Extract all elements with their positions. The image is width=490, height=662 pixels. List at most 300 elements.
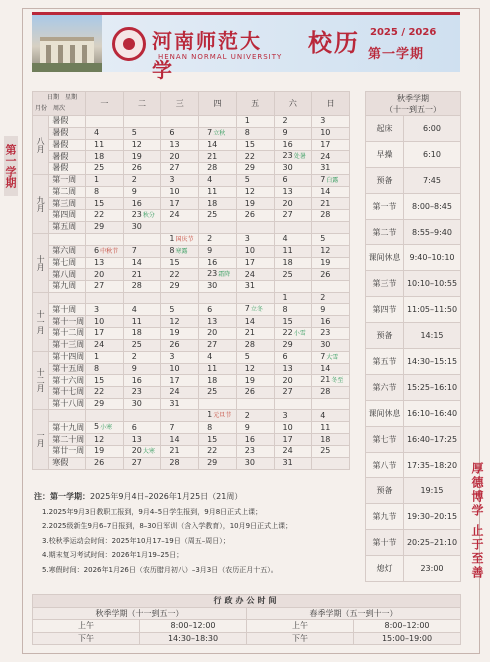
day-cell	[236, 151, 274, 163]
day-number: 18	[131, 328, 142, 338]
day-cell	[85, 221, 123, 233]
day-number: 2	[320, 293, 326, 303]
day-number: 8	[244, 128, 250, 138]
schedule-time: 15:25–16:10	[404, 374, 461, 400]
day-cell	[161, 410, 199, 422]
day-cell	[161, 304, 199, 316]
day-number: 29	[244, 163, 255, 173]
day-cell	[236, 387, 274, 399]
day-number: 11	[282, 246, 293, 256]
day-cell	[85, 174, 123, 186]
day-cell	[123, 387, 161, 399]
day-cell	[161, 163, 199, 175]
day-cell	[236, 281, 274, 293]
day-number: 18	[93, 151, 105, 161]
week-label: 第四周	[49, 209, 86, 221]
week-row	[33, 209, 350, 221]
week-label: 第十五周	[49, 363, 86, 375]
day-cell	[312, 139, 350, 151]
day-number: 16	[282, 139, 293, 149]
day-number: 18	[207, 198, 218, 208]
day-cell	[161, 281, 199, 293]
week-label	[49, 292, 86, 304]
week-row	[33, 434, 350, 446]
day-cell	[199, 281, 237, 293]
day-cell	[236, 422, 274, 434]
university-name-en: HENAN NORMAL UNIVERSITY	[158, 53, 283, 61]
day-cell	[85, 316, 123, 328]
notes-heading-text: 2025年9月4日–2026年1月25日（21周）	[90, 492, 243, 501]
schedule-time: 10:10–10:55	[404, 271, 461, 297]
festival-label: 白露	[326, 176, 339, 184]
office-time: 15:00–19:00	[354, 632, 461, 645]
note-item: 4.期末复习考试时间：2026年1月19–25日；	[42, 551, 184, 559]
day-number: 1	[93, 175, 100, 185]
page-title: 校历	[308, 29, 360, 57]
day-number: 17	[169, 198, 180, 208]
day-cell	[312, 316, 350, 328]
day-number: 1	[169, 233, 175, 243]
autumn-term-label: 秋季学期（十一到五一）	[33, 607, 247, 620]
day-cell	[199, 139, 237, 151]
header-month-week: 月份 周次	[35, 105, 66, 112]
day-cell	[123, 351, 161, 363]
day-number: 27	[93, 281, 105, 291]
day-cell	[85, 387, 123, 399]
schedule-time: 20:25–21:10	[404, 530, 461, 556]
week-row	[33, 233, 350, 245]
day-cell	[274, 327, 312, 339]
office-time: 8:00–12:00	[354, 620, 461, 633]
day-cell	[123, 221, 161, 233]
festival-label: 国庆节	[175, 235, 194, 243]
day-number: 2	[131, 175, 137, 185]
day-cell	[236, 434, 274, 446]
day-cell	[123, 257, 161, 269]
day-number: 23	[244, 446, 255, 456]
day-number: 11	[207, 363, 218, 373]
schedule-time: 23:00	[404, 556, 461, 582]
day-cell	[312, 422, 350, 434]
day-cell	[161, 363, 199, 375]
schedule-time: 8:00–8:45	[404, 193, 461, 219]
day-cell	[161, 269, 199, 281]
day-number: 3	[244, 234, 250, 244]
day-number: 31	[244, 281, 255, 291]
week-label: 暑假	[49, 151, 86, 163]
spring-term-label: 春季学期（五一到十一）	[247, 607, 461, 620]
day-cell	[274, 445, 312, 457]
office-period: 下午	[247, 632, 354, 645]
day-number: 24	[93, 340, 105, 350]
day-cell	[274, 139, 312, 151]
day-cell	[123, 281, 161, 293]
day-number: 22	[93, 387, 105, 397]
day-number: 30	[207, 281, 218, 291]
day-number: 25	[207, 387, 218, 397]
office-time: 14:30–18:30	[140, 632, 247, 645]
week-row	[33, 398, 350, 410]
academic-year: 2025 / 2026	[370, 27, 437, 38]
day-number: 18	[282, 257, 293, 267]
note-item: 2.2025级新生9月6–7日报到，8–30日军训（含入学教育），10月9日正式上课；	[42, 522, 293, 530]
day-number: 20	[93, 269, 105, 279]
schedule-period: 课间休息	[366, 245, 404, 271]
schedule-row	[366, 374, 461, 400]
day-cell	[123, 339, 161, 351]
week-label: 第十周	[49, 304, 86, 316]
schedule-time: 9:40–10:10	[404, 245, 461, 271]
day-number: 23	[320, 328, 331, 338]
day-number: 31	[320, 163, 331, 173]
day-cell	[236, 198, 274, 210]
day-cell	[274, 245, 312, 257]
day-cell	[161, 198, 199, 210]
day-cell	[274, 233, 312, 245]
week-label: 第九周	[49, 281, 86, 293]
day-number: 14	[320, 187, 331, 197]
week-row	[33, 198, 350, 210]
day-number: 10	[244, 246, 255, 256]
day-cell	[312, 257, 350, 269]
schedule-period: 熄灯	[366, 556, 404, 582]
day-number: 16	[131, 198, 142, 208]
day-cell	[123, 198, 161, 210]
schedule-row	[366, 116, 461, 142]
day-number: 18	[207, 375, 218, 385]
day-number: 19	[320, 257, 331, 267]
day-cell	[199, 292, 237, 304]
weekday-header: 四	[199, 92, 237, 116]
week-label: 暑假	[49, 127, 86, 139]
day-cell	[274, 174, 312, 186]
schedule-time: 16:10–16:40	[404, 400, 461, 426]
day-cell	[312, 281, 350, 293]
week-row	[33, 375, 350, 387]
day-number: 16	[244, 434, 255, 444]
day-number: 6	[207, 304, 213, 314]
day-number: 22	[93, 210, 105, 220]
festival-label: 寒露	[175, 247, 188, 255]
day-cell	[199, 445, 237, 457]
day-number: 30	[131, 399, 142, 409]
day-number: 24	[320, 151, 331, 161]
day-number: 7	[131, 246, 137, 256]
office-period: 下午	[33, 632, 140, 645]
schedule-row	[366, 556, 461, 582]
day-cell	[312, 375, 350, 387]
day-number: 26	[169, 340, 180, 350]
day-cell	[161, 116, 199, 128]
day-cell	[274, 186, 312, 198]
day-cell	[161, 351, 199, 363]
day-number: 11	[131, 316, 142, 326]
week-row	[33, 339, 350, 351]
note-item: 5.寒假时间：2026年1月26日（农历腊月初八）–3月3日（农历正月十五）。	[42, 565, 278, 574]
day-cell	[274, 281, 312, 293]
week-label	[49, 410, 86, 422]
day-number: 4	[93, 128, 100, 138]
day-number: 6	[93, 245, 100, 255]
side-semester-label: 第一学期	[4, 136, 18, 196]
day-number: 30	[131, 222, 142, 232]
day-number: 27	[282, 387, 293, 397]
week-label: 暑假	[49, 139, 86, 151]
day-number: 21	[244, 328, 255, 338]
day-cell	[161, 375, 199, 387]
day-cell	[199, 375, 237, 387]
schedule-time: 11:05–11:50	[404, 297, 461, 323]
day-number: 4	[320, 410, 326, 420]
day-cell	[236, 363, 274, 375]
day-number: 5	[244, 352, 250, 362]
day-cell	[312, 116, 350, 128]
day-cell	[123, 422, 161, 434]
week-label: 第十九周	[49, 422, 86, 434]
day-number: 26	[320, 269, 331, 279]
day-cell	[123, 316, 161, 328]
day-number: 15	[207, 434, 218, 444]
festival-label: 中秋节	[100, 247, 119, 255]
week-row	[33, 316, 350, 328]
day-cell	[236, 139, 274, 151]
day-cell	[236, 316, 274, 328]
day-cell	[199, 221, 237, 233]
day-number: 12	[131, 139, 142, 149]
day-number: 6	[131, 422, 137, 432]
day-cell	[161, 434, 199, 446]
schedule-period: 起床	[366, 116, 404, 142]
schedule-period: 第六节	[366, 374, 404, 400]
day-number: 30	[282, 163, 293, 173]
weekday-header: 五	[236, 92, 274, 116]
day-number: 20	[282, 375, 293, 385]
schedule-time: 19:15	[404, 478, 461, 504]
day-cell	[85, 339, 123, 351]
schedule-title-line1: 秋季学期	[397, 93, 429, 103]
day-number: 23	[131, 209, 142, 219]
day-cell	[274, 127, 312, 139]
day-cell	[199, 339, 237, 351]
week-row	[33, 304, 350, 316]
day-cell	[123, 209, 161, 221]
schedule-title-line2: （十一到五一）	[385, 104, 441, 114]
day-cell	[161, 398, 199, 410]
day-number: 22	[169, 269, 180, 279]
day-cell	[312, 198, 350, 210]
day-cell	[161, 292, 199, 304]
week-label: 寒假	[49, 457, 86, 469]
day-number: 24	[169, 387, 180, 397]
daily-schedule-table	[365, 91, 461, 582]
day-cell	[312, 327, 350, 339]
day-number: 8	[93, 363, 100, 373]
day-number: 19	[244, 375, 255, 385]
day-cell	[123, 410, 161, 422]
week-label: 第五周	[49, 221, 86, 233]
day-cell	[123, 434, 161, 446]
schedule-period: 第八节	[366, 452, 404, 478]
day-number: 5	[169, 304, 175, 314]
day-number: 5	[320, 234, 326, 244]
day-number: 23	[131, 387, 142, 397]
day-cell	[312, 174, 350, 186]
calendar-corner-header	[33, 92, 86, 116]
day-number: 26	[244, 210, 255, 220]
day-number: 15	[93, 375, 105, 385]
day-cell	[161, 316, 199, 328]
week-row	[33, 269, 350, 281]
day-cell	[123, 269, 161, 281]
day-number: 14	[320, 363, 331, 373]
day-number: 12	[244, 363, 255, 373]
day-number: 5	[93, 422, 100, 432]
day-number: 14	[131, 257, 142, 267]
day-number: 16	[320, 316, 331, 326]
week-row	[33, 151, 350, 163]
day-number: 5	[244, 175, 250, 185]
schedule-row	[366, 349, 461, 375]
schedule-period: 第七节	[366, 426, 404, 452]
schedule-period: 预备	[366, 167, 404, 193]
semester-label: 第一学期	[368, 47, 425, 62]
day-number: 3	[169, 352, 175, 362]
day-number: 10	[169, 187, 180, 197]
university-seal-icon	[112, 27, 146, 61]
day-number: 16	[207, 257, 218, 267]
day-number: 31	[169, 399, 180, 409]
week-row	[33, 127, 350, 139]
schedule-row	[366, 504, 461, 530]
notes-section	[34, 490, 364, 577]
festival-label: 立冬	[250, 306, 263, 314]
day-number: 7	[244, 304, 250, 314]
day-number: 2	[131, 352, 137, 362]
day-number: 15	[169, 257, 180, 267]
day-number: 23	[282, 151, 293, 161]
schedule-row	[366, 452, 461, 478]
day-number: 15	[93, 198, 105, 208]
schedule-row	[366, 478, 461, 504]
week-label: 第二周	[49, 186, 86, 198]
day-number: 12	[169, 316, 180, 326]
day-cell	[123, 363, 161, 375]
week-label: 第十三周	[49, 339, 86, 351]
week-label: 暑假	[49, 163, 86, 175]
month-label: 十一月	[33, 292, 49, 351]
festival-label: 冬至	[331, 377, 344, 385]
week-label: 第十六周	[49, 375, 86, 387]
day-cell	[312, 339, 350, 351]
day-number: 2	[244, 410, 250, 420]
week-row	[33, 292, 350, 304]
day-number: 25	[320, 446, 331, 456]
day-number: 10	[169, 363, 180, 373]
month-label: 一月	[33, 410, 49, 469]
day-number: 17	[244, 257, 255, 267]
day-cell	[85, 257, 123, 269]
day-cell	[85, 269, 123, 281]
day-number: 17	[282, 434, 293, 444]
day-number: 9	[282, 128, 288, 138]
day-cell	[199, 163, 237, 175]
day-cell	[85, 163, 123, 175]
schedule-row	[366, 167, 461, 193]
festival-label: 大雪	[326, 353, 339, 361]
month-label: 十二月	[33, 351, 49, 410]
schedule-period: 第十节	[366, 530, 404, 556]
schedule-row	[366, 323, 461, 349]
day-cell	[85, 209, 123, 221]
week-row	[33, 387, 350, 399]
week-row	[33, 351, 350, 363]
schedule-row	[366, 193, 461, 219]
week-label: 第八周	[49, 269, 86, 281]
day-number: 3	[93, 304, 100, 314]
schedule-period: 第三节	[366, 271, 404, 297]
day-number: 13	[282, 187, 293, 197]
festival-label: 小寒	[100, 424, 113, 432]
day-number: 7	[320, 174, 326, 184]
day-cell	[274, 351, 312, 363]
day-number: 20	[169, 151, 180, 161]
schedule-title	[366, 92, 461, 116]
day-number: 8	[207, 422, 213, 432]
day-number: 12	[244, 187, 255, 197]
day-cell	[199, 209, 237, 221]
day-number: 27	[207, 340, 218, 350]
week-label: 第三周	[49, 198, 86, 210]
day-number: 10	[320, 128, 331, 138]
day-cell	[123, 127, 161, 139]
day-number: 9	[207, 246, 213, 256]
day-cell	[85, 410, 123, 422]
day-cell	[123, 445, 161, 457]
day-cell	[199, 116, 237, 128]
day-number: 9	[131, 363, 137, 373]
day-number: 3	[169, 175, 175, 185]
day-cell	[85, 422, 123, 434]
day-cell	[312, 127, 350, 139]
day-number: 24	[282, 446, 293, 456]
day-cell	[85, 151, 123, 163]
day-number: 21	[320, 375, 331, 385]
day-number: 26	[244, 387, 255, 397]
day-number: 8	[282, 304, 288, 314]
day-cell	[123, 457, 161, 469]
day-cell	[312, 221, 350, 233]
day-cell	[161, 186, 199, 198]
month-label: 九月	[33, 174, 49, 233]
day-number: 12	[93, 434, 105, 444]
day-cell	[199, 127, 237, 139]
day-cell	[274, 375, 312, 387]
day-cell	[312, 410, 350, 422]
day-cell	[312, 457, 350, 469]
day-cell	[161, 457, 199, 469]
day-number: 25	[131, 340, 142, 350]
week-row	[33, 139, 350, 151]
day-cell	[236, 233, 274, 245]
week-label: 第二十周	[49, 434, 86, 446]
weekday-header: 日	[312, 92, 350, 116]
day-cell	[236, 209, 274, 221]
weekday-header: 三	[161, 92, 199, 116]
day-number: 2	[207, 234, 213, 244]
day-cell	[236, 457, 274, 469]
day-number: 4	[207, 175, 213, 185]
day-number: 6	[169, 128, 175, 138]
